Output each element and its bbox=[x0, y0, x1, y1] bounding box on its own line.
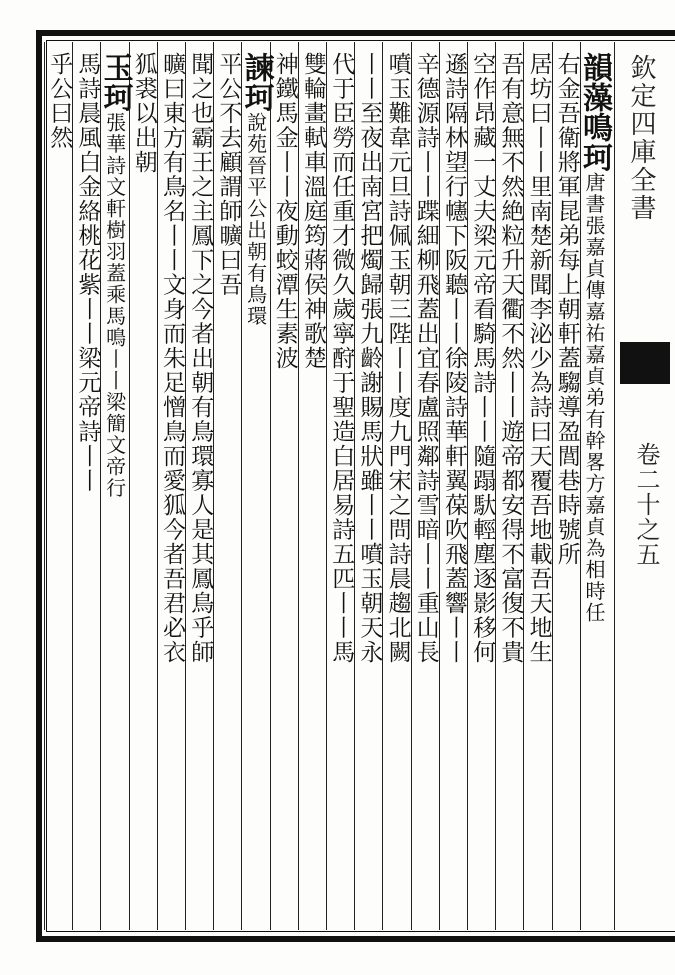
text-column bbox=[45, 52, 72, 922]
text-column bbox=[553, 52, 580, 922]
entry-heading: 韻藻鳴珂 bbox=[576, 52, 612, 172]
fish-tail-mark bbox=[620, 342, 670, 384]
column-text: 狐裘以出朝 bbox=[130, 52, 157, 175]
column-text: 遜詩隔林望行幰下阪聽丨丨徐陵詩華軒翼葆吹飛蓋響丨丨 bbox=[440, 52, 467, 665]
column-text: 張華詩文軒樹羽蓋乘馬鳴丨丨梁簡文帝行 bbox=[102, 112, 127, 499]
entry-heading: 玉珂 bbox=[97, 52, 133, 112]
column-text: 聞之也霸王之主鳳下之今者出朝有鳥環寡人是其鳳鳥乎師 bbox=[187, 52, 214, 665]
text-column bbox=[412, 52, 439, 922]
column-text: 曠曰東方有鳥名丨丨文身而朱足憎鳥而愛狐今者吾君必衣 bbox=[158, 52, 185, 665]
text-column bbox=[468, 52, 495, 922]
column-text: 平公不去顧謂師曠曰吾 bbox=[215, 52, 242, 297]
column-text: 居坊曰丨丨里南楚新聞李泌少為詩曰天覆吾地載吾天地生 bbox=[525, 52, 552, 665]
text-column bbox=[355, 52, 382, 922]
text-column bbox=[271, 52, 298, 922]
text-column bbox=[383, 52, 410, 922]
text-column bbox=[524, 52, 551, 922]
column-text: 丨丨至夜出南宮把燭歸張九齡謝賜馬狀雖丨丨噴玉朝天永 bbox=[356, 52, 383, 665]
text-column bbox=[238, 52, 274, 922]
column-text: 乎公曰然 bbox=[46, 52, 73, 150]
column-text: 唐書張嘉貞傳嘉祐嘉貞弟有幹畧方嘉貞為相時任 bbox=[581, 172, 606, 624]
margin-strip bbox=[612, 42, 675, 930]
text-column bbox=[158, 52, 185, 922]
column-text: 噴玉難韋元旦詩佩玉朝三陛丨丨度九門宋之問詩晨趨北闕 bbox=[384, 52, 411, 665]
column-text: 說苑晉平公出朝有鳥環 bbox=[243, 112, 268, 327]
strip-rule bbox=[614, 42, 615, 930]
text-column bbox=[440, 52, 467, 922]
text-column bbox=[214, 52, 241, 922]
text-column bbox=[299, 52, 326, 922]
column-text: 右金吾衛將軍昆弟每上朝軒蓋騶導盈閭巷時號所 bbox=[553, 52, 580, 567]
column-text: 吾有意無不然絶粒升天衢不然丨丨遊帝都安得不富復不貴 bbox=[497, 52, 524, 665]
text-column bbox=[130, 52, 157, 922]
column-text: 辛德源詩丨丨蹀細柳飛蓋出宜春盧照鄰詩雪暗丨丨重山長 bbox=[412, 52, 439, 665]
column-text: 馬詩晨風白金絡桃花紫丨丨梁元帝詩丨丨 bbox=[74, 52, 101, 493]
text-column bbox=[73, 52, 100, 922]
column-text: 雙輪畫軾車溫庭筠蔣侯神歌楚 bbox=[299, 52, 326, 371]
volume-label: 卷二十之五 bbox=[632, 442, 660, 567]
text-column bbox=[186, 52, 213, 922]
entry-heading: 諫珂 bbox=[238, 52, 274, 112]
header-title: 欽定四庫全書 bbox=[626, 54, 656, 222]
text-column bbox=[97, 52, 133, 922]
text-column bbox=[496, 52, 523, 922]
text-column bbox=[576, 52, 612, 922]
text-column bbox=[327, 52, 354, 922]
column-text: 神鐵馬金丨丨夜動蛟潭生素波 bbox=[271, 52, 298, 371]
column-text: 代于臣勞而任重才微久歲寧酧于聖造白居易詩五匹丨丨馬 bbox=[328, 52, 355, 665]
column-text: 空作昂藏一丈夫梁元帝看騎馬詩丨丨隨蹋馱輕塵逐影移何 bbox=[469, 52, 496, 665]
